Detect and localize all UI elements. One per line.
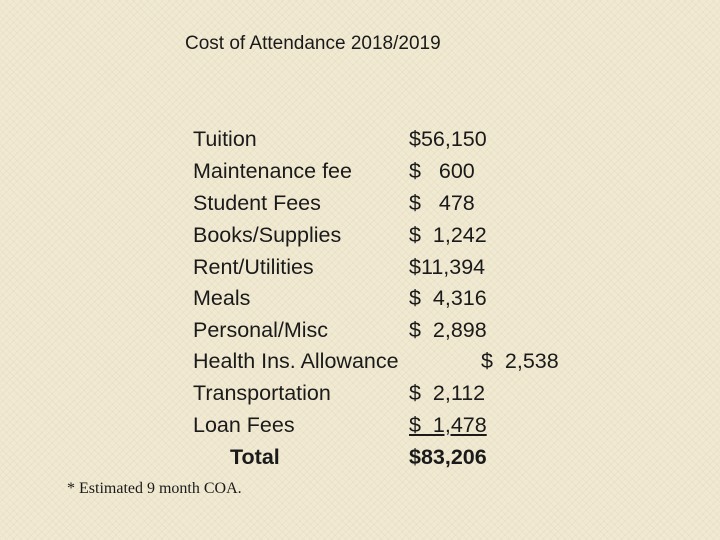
cost-amount: $ 1,478 [409, 413, 487, 437]
cost-label: Tuition [193, 127, 257, 151]
total-amount: $83,206 [409, 445, 487, 469]
cost-amount: $ 478 [409, 191, 475, 215]
cost-label: Personal/Misc [193, 318, 329, 342]
cost-label: Loan Fees [193, 413, 295, 437]
cost-amount: $56,150 [409, 127, 487, 151]
cost-label: Health Ins. Allowance [193, 349, 399, 373]
cost-label: Books/Supplies [193, 223, 342, 247]
cost-label: Student Fees [193, 191, 321, 215]
cost-amount: $ 600 [409, 159, 475, 183]
cost-amount: $ 2,538 [481, 349, 559, 373]
page-title: Cost of Attendance 2018/2019 [185, 33, 441, 54]
cost-amount: $ 2,112 [409, 381, 486, 405]
footnote: * Estimated 9 month COA. [67, 480, 242, 497]
cost-amount: $ 1,242 [409, 223, 487, 247]
cost-amount: $11,394 [409, 255, 486, 279]
cost-amount: $ 2,898 [409, 318, 487, 342]
cost-label: Transportation [193, 381, 331, 405]
cost-label: Rent/Utilities [193, 255, 314, 279]
cost-amount: $ 4,316 [409, 286, 487, 310]
cost-label: Meals [193, 286, 251, 310]
cost-label: Maintenance fee [193, 159, 352, 183]
total-label: Total [230, 445, 280, 469]
